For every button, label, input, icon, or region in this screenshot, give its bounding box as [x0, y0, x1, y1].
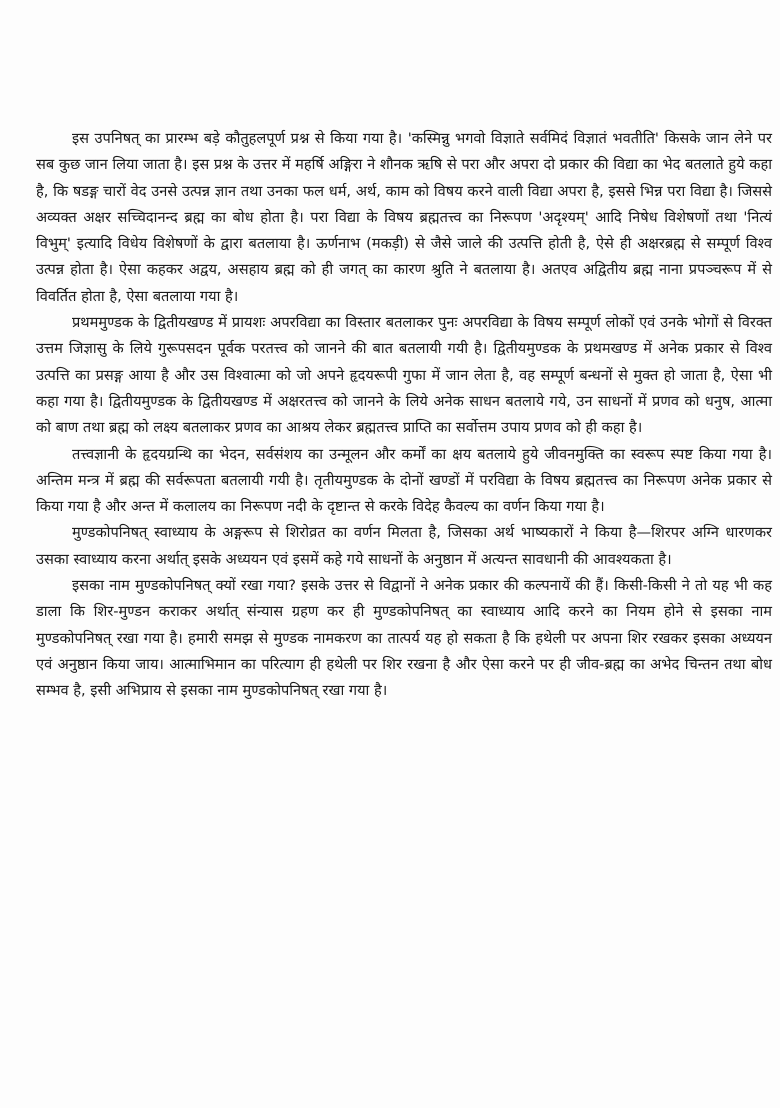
paragraph-shirovrata: मुण्डकोपनिषत् स्वाध्याय के अङ्गरूप से शिरोव्रत का वर्णन मिलता है, जिसका अर्थ भाष्यकारों ने किया है—शिरपर अग्नि धारणकर उसका स्वाध्याय करना अर्थात् इसके अध्ययन एवं इसमें कहे गये साधनों के अनुष्ठान में अत्यन्त सावधानी की आवश्यकता है। — [36, 524, 772, 568]
paragraph-naming: इसका नाम मुण्डकोपनिषत् क्यों रखा गया? इसके उत्तर से विद्वानों ने अनेक प्रकार की कल्पनायें की हैं। किसी-किसी ने तो यह भी कह डाला कि शिर-मुण्डन कराकर अर्थात् संन्यास ग्रहण कर ही मुण्डकोपनिषत् का स्वाध्याय आदि करने का नियम होने से इसका नाम मुण्डकोपनिषत् रखा गया है। हमारी समझ से मुण्डक नामकरण का तात्पर्य यह हो सकता है कि हथेली पर अपना शिर रखकर इसका अध्ययन एवं अनुष्ठान किया जाय। आत्माभिमान का परित्याग ही हथेली पर शिर रखना है और ऐसा करने पर ही जीव-ब्रह्म का अभेद चिन्तन तथा बोध सम्भव है, इसी अभिप्राय से इसका नाम मुण्डकोपनिषत् रखा गया है। — [36, 577, 773, 700]
paragraph-intro: इस उपनिषत् का प्रारम्भ बड़े कौतुहलपूर्ण प्रश्न से किया गया है। 'कस्मिन्नु भगवो विज्ञाते सर्वमिदं विज्ञातं भवतीति' किसके जान लेने पर सब कुछ जान लिया जाता है। इस प्रश्न के उत्तर में महर्षि अङ्गिरा ने शौनक ऋषि से परा और अपरा दो प्रकार की विद्या का भेद बतलाते हुये कहा है, कि षडङ्ग चारों वेद उनसे उत्पन्न ज्ञान तथा उनका फल धर्म, अर्थ, काम को विषय करने वाली विद्या अपरा है, इससे भिन्न परा विद्या है। जिससे अव्यक्त अक्षर सच्चिदानन्द ब्रह्म का बोध होता है। परा विद्या के विषय ब्रह्मतत्त्व का निरूपण 'अदृश्यम्' आदि निषेध विशेषणों तथा 'नित्यं विभुम्' इत्यादि विधेय विशेषणों के द्वारा बतलाया है। ऊर्णनाभ (मकड़ी) से जैसे जाले की उत्पत्ति होती है, ऐसे ही अक्षरब्रह्म से सम्पूर्ण विश्व उत्पन्न होता है। ऐसा कहकर अद्वय, असहाय ब्रह्म को ही जगत् का कारण श्रुति ने बतलाया है। अतएव अद्वितीय ब्रह्म नाना प्रपञ्चरूप में से विवर्तित होता है, ऐसा बतलाया गया है। — [36, 130, 772, 305]
body-text — [36, 126, 772, 705]
paragraph-third-mundaka: तत्त्वज्ञानी के हृदयग्रन्थि का भेदन, सर्वसंशय का उन्मूलन और कर्मों का क्षय बतलाये हुये जीवनमुक्ति का स्वरूप स्पष्ट किया गया है। अन्तिम मन्त्र में ब्रह्म की सर्वरूपता बतलायी गयी है। तृतीयमुण्डक के दोनों खण्डों में परविद्या के विषय ब्रह्मतत्त्व का निरूपण अनेक प्रकार से किया गया है और अन्त में कलालय का निरूपण नदी के दृष्टान्त से करके विदेह कैवल्य का वर्णन किया गया है। — [36, 445, 772, 516]
paragraph-first-mundaka: प्रथममुण्डक के द्वितीयखण्ड में प्रायशः अपरविद्या का विस्तार बतलाकर पुनः अपरविद्या के विषय सम्पूर्ण लोकों एवं उनके भोगों से विरक्त उत्तम जिज्ञासु के लिये गुरूपसदन पूर्वक परतत्त्व को जानने की बात बतलायी गयी है। द्वितीयमुण्डक के प्रथमखण्ड में अनेक प्रकार से विश्व उत्पत्ति का प्रसङ्ग आया है और उस विश्वात्मा को जो अपने हृदयरूपी गुफा में जान लेता है, वह सम्पूर्ण बन्धनों से मुक्त हो जाता है, ऐसा भी कहा गया है। द्वितीयमुण्डक के द्वितीयखण्ड में अक्षरतत्त्व को जानने के लिये अनेक साधन बतलाये गये, उन साधनों में प्रणव को धनुष, आत्मा को बाण तथा ब्रह्म को लक्ष्य बतलाकर प्रणव का आश्रय लेकर ब्रह्मतत्त्व प्राप्ति का सर्वोत्तम उपाय प्रणव को ही कहा है। — [36, 314, 772, 437]
